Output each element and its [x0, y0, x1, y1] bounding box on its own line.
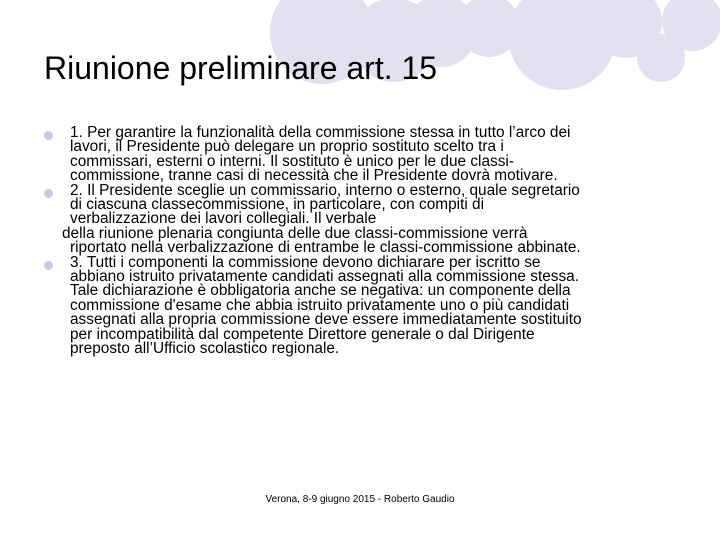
item-text-line: abbiano istruito privatamente candidati assegnati alla commissione stessa.	[70, 268, 580, 286]
item-text-line: commissione, tranne casi di necessità che il Presidente dovrà motivare.	[70, 167, 558, 185]
item-text-line: 2. Il Presidente sceglie un commissario, interno o esterno, quale segretario	[70, 181, 580, 199]
item-text-line: preposto all’Ufficio scolastico regionale.	[70, 340, 340, 358]
item-text-line: assegnati alla propria commissione deve essere immediatamente sostituito	[70, 311, 582, 329]
item-text-line: della riunione plenaria congiunta delle due classi-commissione verrà	[62, 224, 528, 242]
bullet-icon	[44, 261, 53, 270]
item-text-line: lavori, il Presidente può delegare un proprio sostituto scelto tra i	[70, 138, 504, 156]
bullet-icon	[44, 131, 53, 140]
slide-title: Riunione preliminare art. 15	[44, 50, 438, 86]
list-item	[44, 126, 684, 184]
bullet-icon	[44, 189, 53, 198]
slide-footer: Verona, 8-9 giugno 2015 - Roberto Gaudio	[265, 494, 455, 505]
item-text-line: Tale dichiarazione è obbligatoria anche se negativa: un componente della	[70, 282, 571, 300]
item-text-line: commissione d'esame che abbia istruito privatamente uno o più candidati	[70, 296, 570, 314]
list-item	[44, 181, 684, 257]
item-text-line: 1. Per garantire la funzionalità della commissione stessa in tutto l’arco dei	[70, 124, 571, 141]
item-text-line: 3. Tutti i componenti la commissione devono dichiarare per iscritto se	[70, 253, 541, 271]
item-text-line: commissari, esterni o interni. Il sostituto è unico per le due classi-	[70, 152, 514, 170]
item-text-line: di ciascuna classecommissione, in particolare, con compiti di	[70, 196, 485, 214]
item-text-line: verbalizzazione dei lavori collegiali. Il verbale	[70, 210, 377, 228]
list-item	[44, 253, 684, 358]
bullet-list	[44, 126, 684, 357]
item-text-line: riportato nella verbalizzazione di entrambe le classi-commissione abbinate.	[70, 239, 581, 257]
item-text-line: per incompatibilità dal competente Direttore generale o dal Dirigente	[70, 325, 535, 343]
